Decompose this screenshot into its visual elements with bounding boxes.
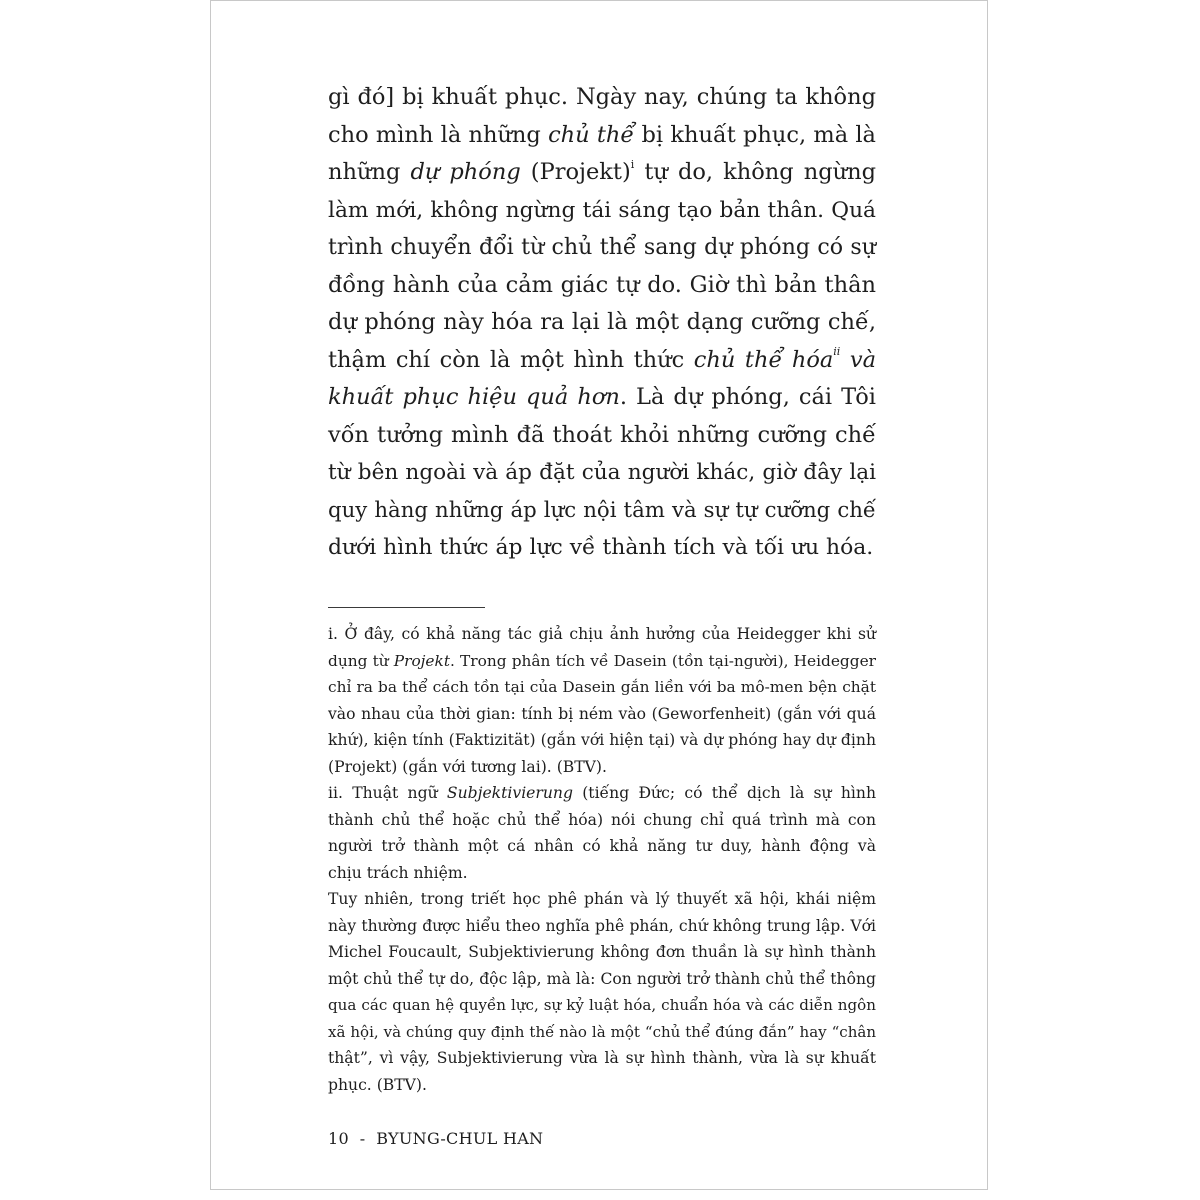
footnote-line: phục. (BTV). [328,1075,427,1094]
footnote-line: (Projekt) (gắn với tương lai). (BTV). [328,757,607,776]
text-run: những [328,159,411,185]
footer-separator: - [359,1129,366,1148]
book-page [210,0,988,1190]
text-line: gì đó] bị khuất phục. Ngày nay, chúng ta không [328,84,876,110]
footnote-divider [328,607,485,608]
footnote-line: qua các quan hệ quyền lực, sự kỷ luật hóa, chuẩn hóa và các diễn ngôn [328,996,876,1014]
footnote-line: khứ), kiện tính (Faktizität) (gắn với hiện tại) và dự phóng hay dự định [328,731,876,749]
text-run: . Là dự phóng, cái Tôi [619,384,876,410]
text-line [328,342,876,380]
footnote-line [328,780,876,807]
text-run: tự do, không ngừng [634,159,876,185]
text-run: . Trong phân tích về Dasein (tồn tại-người), Heidegger [449,651,876,670]
text-line: đồng hành của cảm giác tự do. Giờ thì bản thân [328,271,876,298]
footnote-line: vào nhau của thời gian: tính bị ném vào (Geworfenheit) (gắn với quá [328,704,876,723]
text-line: dự phóng này hóa ra lại là một dạng cưỡng chế, [328,309,876,335]
italic-term: chủ thể [548,121,635,148]
footnote-line: Tuy nhiên, trong triết học phê phán và lý thuyết xã hội, khái niệm [328,890,876,908]
footnote-line: một chủ thể tự do, độc lập, mà là: Con người trở thành chủ thể thông [328,969,876,988]
main-paragraph [328,79,876,567]
italic-term: khuất phục hiệu quả hơn [328,384,620,410]
footnote-line: chỉ ra ba thể cách tồn tại của Dasein gắn liền với ba mô-men bện chặt [328,678,876,696]
footnote-line: này thường được hiểu theo nghĩa phê phán, chứ không trung lập. Với [328,916,876,935]
text-run: ii. Thuật ngữ [328,784,447,802]
italic-term: chủ thể hóa [693,346,834,373]
footnote-line [328,648,876,675]
footnotes [328,621,876,1098]
author-name: BYUNG-CHUL HAN [376,1129,544,1148]
footnote-line: xã hội, và chúng quy định thế nào là một “chủ thể đúng đắn” hay “chân [328,1022,876,1041]
italic-term: Projekt [393,651,450,670]
text-line: vốn tưởng mình đã thoát khỏi những cưỡng chế [328,421,876,448]
footnote-line: thật”, vì vậy, Subjektivierung vừa là sự hình thành, vừa là sự khuất [328,1049,876,1067]
footnote-marker: ii [833,345,841,358]
footnote-marker: i [630,157,635,171]
running-footer [328,1129,543,1148]
text-line: dưới hình thức áp lực về thành tích và tối ưu hóa. [328,535,874,560]
text-run: dụng từ [328,651,394,670]
text-line [328,117,876,155]
page-number: 10 [328,1129,349,1148]
footnote-line: Michel Foucault, Subjektivierung không đơn thuần là sự hình thành [328,943,876,961]
footnote-line: người trở thành một cá nhân có khả năng tư duy, hành động và [328,837,876,855]
text-run: (Projekt) [520,159,631,185]
text-run: cho mình là những [328,121,549,148]
text-line: làm mới, không ngừng tái sáng tạo bản thân. Quá [328,197,876,223]
italic-term: Subjektivierung [446,784,573,802]
text-line [328,379,876,417]
text-line: quy hàng những áp lực nội tâm và sự tự cưỡng chế [328,497,876,523]
text-line: từ bên ngoài và áp đặt của người khác, giờ đây lại [328,460,876,485]
text-run: (tiếng Đức; có thể dịch là sự hình [572,784,876,802]
text-run: bị khuất phục, mà là [634,121,876,148]
footnote-line: chịu trách nhiệm. [328,863,468,882]
text-line: trình chuyển đổi từ chủ thể sang dự phóng có sự [328,234,876,260]
text-run: thậm chí còn là một hình thức [328,346,694,373]
footnote-line: thành chủ thể hoặc chủ thể hóa) nói chung chỉ quá trình mà con [328,810,876,829]
text-line [328,154,876,192]
italic-term: và [840,346,876,373]
footnote-line: i. Ở đây, có khả năng tác giả chịu ảnh hưởng của Heidegger khi sử [328,625,876,643]
italic-term: dự phóng [410,159,521,185]
